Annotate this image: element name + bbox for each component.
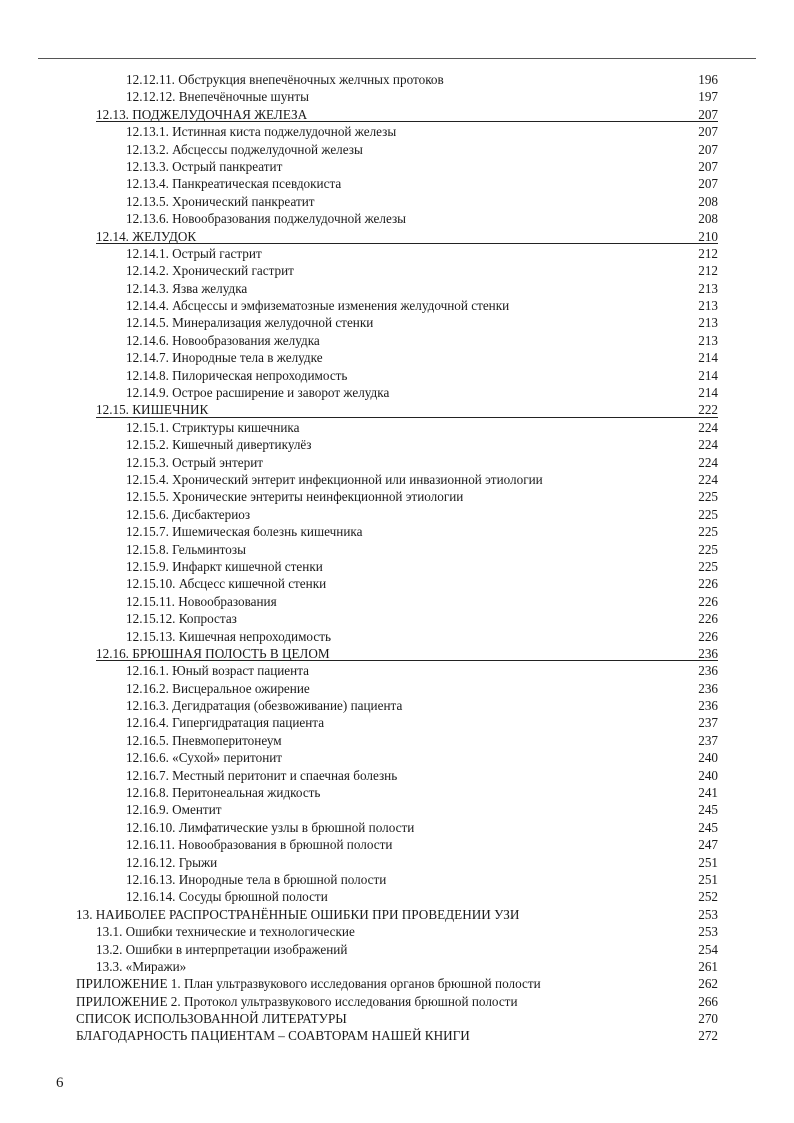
toc-section-heading xyxy=(0,228,794,245)
toc-entry-page: 226 xyxy=(698,593,718,609)
toc-entry xyxy=(0,871,794,888)
toc-entry-title: 12.16.4. Гипергидратация пациента xyxy=(126,715,325,731)
toc-entry-page: 247 xyxy=(698,837,718,853)
toc-entry-title: 12.14.7. Инородные тела в желудке xyxy=(126,350,323,366)
toc-entry-page: 197 xyxy=(698,89,718,105)
toc-entry xyxy=(0,141,794,158)
toc-entry-title: 12.13.1. Истинная киста поджелудочной железы xyxy=(126,124,397,140)
toc-entry xyxy=(0,541,794,558)
toc-entry-title: 12.12.11. Обструкция внепечёночных желчных протоков xyxy=(126,72,444,87)
toc-entry xyxy=(0,1010,794,1027)
toc-entry-title: 12.16.5. Пневмоперитонеум xyxy=(126,732,282,748)
toc-entry-title: 12.16.6. «Сухой» перитонит xyxy=(126,750,283,766)
toc-entry-page: 237 xyxy=(698,732,718,748)
toc-entry xyxy=(0,314,794,331)
toc-entry xyxy=(0,819,794,836)
toc-entry-title: 12.15.3. Острый энтерит xyxy=(126,454,264,470)
toc-entry-title: 13.1. Ошибки технические и технологические xyxy=(96,924,355,940)
toc-entry-page: 253 xyxy=(698,924,718,940)
toc-entry-page: 208 xyxy=(698,211,718,227)
toc-entry xyxy=(0,436,794,453)
toc-entry-page: 226 xyxy=(698,611,718,627)
toc-entry-title: 12.16.14. Сосуды брюшной полости xyxy=(126,889,328,905)
toc-entry-page: 224 xyxy=(698,454,718,470)
toc-entry xyxy=(0,454,794,471)
toc-entry xyxy=(0,297,794,314)
toc-entry xyxy=(0,732,794,749)
toc-entry-title: 12.13. ПОДЖЕЛУДОЧНАЯ ЖЕЛЕЗА xyxy=(96,106,308,122)
toc-entry xyxy=(0,123,794,140)
toc-entry xyxy=(0,419,794,436)
toc-entry-page: 254 xyxy=(698,941,718,957)
toc-entry xyxy=(0,958,794,975)
toc-entry-page: 213 xyxy=(698,298,718,314)
toc-entry-title: 12.13.4. Панкреатическая псевдокиста xyxy=(126,176,342,192)
toc-entry-page: 207 xyxy=(698,158,718,174)
toc-entry-page: 261 xyxy=(698,958,718,974)
toc-entry-page: 222 xyxy=(698,402,718,418)
toc-entry-page: 224 xyxy=(698,419,718,435)
toc-entry xyxy=(0,941,794,958)
toc-entry-page: 225 xyxy=(698,489,718,505)
toc-entry-title: 12.14.1. Острый гастрит xyxy=(126,245,262,261)
toc-entry-page: 251 xyxy=(698,854,718,870)
toc-entry-title: 12.13.3. Острый панкреатит xyxy=(126,158,283,174)
page-number: 6 xyxy=(56,1075,64,1091)
toc-entry xyxy=(0,210,794,227)
toc-entry-title: 12.13.2. Абсцессы поджелудочной железы xyxy=(126,141,363,157)
toc-entry xyxy=(0,767,794,784)
toc-entry-title: 12.14.4. Абсцессы и эмфизематозные изменения желудочной стенки xyxy=(126,298,510,314)
toc-entry-title: 12.15.13. Кишечная непроходимость xyxy=(126,628,331,644)
toc-entry xyxy=(0,506,794,523)
toc-entry-page: 252 xyxy=(698,889,718,905)
toc-entry xyxy=(0,158,794,175)
toc-entry-page: 213 xyxy=(698,315,718,331)
toc-entry-page: 236 xyxy=(698,680,718,696)
toc-entry xyxy=(0,71,794,88)
toc-section-heading xyxy=(0,401,794,418)
toc-entry-title: 12.13.6. Новообразования поджелудочной железы xyxy=(126,211,407,227)
toc-entry-page: 225 xyxy=(698,524,718,540)
toc-entry xyxy=(0,662,794,679)
toc-entry-page: 245 xyxy=(698,802,718,818)
toc-entry-title: 12.15.8. Гельминтозы xyxy=(126,541,246,557)
toc-entry-title: ПРИЛОЖЕНИЕ 1. План ультразвукового исследования органов брюшной полости xyxy=(76,976,541,992)
toc-entry xyxy=(0,384,794,401)
toc-entry-title: ПРИЛОЖЕНИЕ 2. Протокол ультразвукового исследования брюшной полости xyxy=(76,993,518,1009)
toc-entry-page: 270 xyxy=(698,1011,718,1027)
toc-entry xyxy=(0,836,794,853)
toc-section-heading xyxy=(0,106,794,123)
toc-entry-title: 12.14.3. Язва желудка xyxy=(126,280,248,296)
toc-entry-title: 12.14.5. Минерализация желудочной стенки xyxy=(126,315,374,331)
toc-entry xyxy=(0,714,794,731)
toc-entry-page: 207 xyxy=(698,106,718,122)
toc-entry-title: 12.16.10. Лимфатические узлы в брюшной полости xyxy=(126,819,415,835)
toc-entry-title: 12.15.7. Ишемическая болезнь кишечника xyxy=(126,524,363,540)
toc-entry xyxy=(0,88,794,105)
toc-entry-page: 240 xyxy=(698,767,718,783)
toc-entry-title: 12.16.9. Оментит xyxy=(126,802,222,818)
toc-entry-title: 12.15.5. Хронические энтериты неинфекционной этиологии xyxy=(126,489,464,505)
toc-entry xyxy=(0,801,794,818)
toc-entry-page: 241 xyxy=(698,785,718,801)
toc-entry xyxy=(0,993,794,1010)
toc-entry xyxy=(0,1027,794,1044)
toc-entry-title: 12.14.6. Новообразования желудка xyxy=(126,332,320,348)
toc-entry-page: 272 xyxy=(698,1028,718,1044)
toc-entry-page: 224 xyxy=(698,471,718,487)
toc-entry xyxy=(0,558,794,575)
toc-entry-title: 12.15.6. Дисбактериоз xyxy=(126,506,251,522)
toc-entry-page: 262 xyxy=(698,976,718,992)
toc-entry-title: 12.15.10. Абсцесс кишечной стенки xyxy=(126,576,327,592)
toc-section-heading xyxy=(0,645,794,662)
toc-entry-title: 12.16.8. Перитонеальная жидкость xyxy=(126,785,321,801)
toc-entry-page: 251 xyxy=(698,871,718,887)
toc-entry-page: 245 xyxy=(698,819,718,835)
toc-entry xyxy=(0,888,794,905)
toc-entry-page: 236 xyxy=(698,698,718,714)
toc-entry-page: 212 xyxy=(698,263,718,279)
toc-entry-page: 225 xyxy=(698,541,718,557)
toc-entry-page: 236 xyxy=(698,663,718,679)
toc-entry xyxy=(0,975,794,992)
toc-entry xyxy=(0,593,794,610)
toc-entry-page: 237 xyxy=(698,715,718,731)
toc-entry-title: 12.14.2. Хронический гастрит xyxy=(126,263,294,279)
toc-entry-title: 12.15.2. Кишечный дивертикулёз xyxy=(126,437,312,453)
toc-entry-page: 266 xyxy=(698,993,718,1009)
table-of-contents xyxy=(0,71,794,1045)
toc-entry-page: 207 xyxy=(698,141,718,157)
toc-entry-page: 213 xyxy=(698,332,718,348)
toc-entry-title: 12.15.4. Хронический энтерит инфекционной или инвазионной этиологии xyxy=(126,471,543,487)
toc-entry xyxy=(0,906,794,923)
toc-entry-title: СПИСОК ИСПОЛЬЗОВАННОЙ ЛИТЕРАТУРЫ xyxy=(76,1011,347,1027)
toc-entry xyxy=(0,175,794,192)
toc-entry-title: 12.15.11. Новообразования xyxy=(126,593,277,609)
toc-entry-title: 12.13.5. Хронический панкреатит xyxy=(126,193,315,209)
toc-entry-page: 214 xyxy=(698,385,718,401)
toc-entry-title: 13.3. «Миражи» xyxy=(96,958,187,974)
toc-entry xyxy=(0,367,794,384)
toc-entry xyxy=(0,697,794,714)
toc-entry xyxy=(0,923,794,940)
toc-entry-title: 12.15.1. Стриктуры кишечника xyxy=(126,419,300,435)
toc-entry-title: 12.16. БРЮШНАЯ ПОЛОСТЬ В ЦЕЛОМ xyxy=(96,645,330,661)
toc-entry xyxy=(0,749,794,766)
toc-entry xyxy=(0,471,794,488)
toc-entry-title: 12.14. ЖЕЛУДОК xyxy=(96,228,197,244)
toc-entry-page: 236 xyxy=(698,645,718,661)
toc-entry-page: 207 xyxy=(698,176,718,192)
toc-entry-page: 196 xyxy=(698,72,718,87)
toc-entry xyxy=(0,262,794,279)
toc-entry-title: 12.16.7. Местный перитонит и спаечная болезнь xyxy=(126,767,398,783)
toc-entry-page: 214 xyxy=(698,350,718,366)
toc-entry xyxy=(0,488,794,505)
toc-entry-title: 13. НАИБОЛЕЕ РАСПРОСТРАНЁННЫЕ ОШИБКИ ПРИ ПРОВЕДЕНИИ УЗИ xyxy=(76,906,520,922)
toc-entry-title: 13.2. Ошибки в интерпретации изображений xyxy=(96,941,348,957)
toc-entry-page: 213 xyxy=(698,280,718,296)
toc-entry-page: 210 xyxy=(698,228,718,244)
toc-entry xyxy=(0,523,794,540)
toc-entry-title: 12.16.2. Висцеральное ожирение xyxy=(126,680,310,696)
toc-entry-page: 253 xyxy=(698,906,718,922)
header-rule xyxy=(38,58,756,59)
toc-entry xyxy=(0,280,794,297)
toc-entry-title: 12.16.13. Инородные тела в брюшной полости xyxy=(126,871,387,887)
toc-entry-page: 207 xyxy=(698,124,718,140)
toc-entry-title: 12.16.12. Грыжи xyxy=(126,854,218,870)
toc-entry-page: 224 xyxy=(698,437,718,453)
toc-entry-title: 12.16.1. Юный возраст пациента xyxy=(126,663,309,679)
toc-entry-title: 12.15. КИШЕЧНИК xyxy=(96,402,209,418)
toc-entry-title: БЛАГОДАРНОСТЬ ПАЦИЕНТАМ – СОАВТОРАМ НАШЕЙ КНИГИ xyxy=(76,1028,470,1044)
toc-entry xyxy=(0,575,794,592)
toc-entry xyxy=(0,628,794,645)
toc-entry-page: 240 xyxy=(698,750,718,766)
toc-entry-title: 12.15.12. Копростаз xyxy=(126,611,237,627)
toc-entry xyxy=(0,193,794,210)
toc-entry xyxy=(0,680,794,697)
toc-entry-page: 225 xyxy=(698,558,718,574)
toc-entry xyxy=(0,349,794,366)
toc-entry-page: 212 xyxy=(698,245,718,261)
toc-entry-title: 12.14.9. Острое расширение и заворот желудка xyxy=(126,385,390,401)
toc-entry xyxy=(0,610,794,627)
toc-entry xyxy=(0,854,794,871)
toc-entry xyxy=(0,332,794,349)
toc-entry-page: 226 xyxy=(698,576,718,592)
toc-entry-page: 208 xyxy=(698,193,718,209)
toc-entry-title: 12.15.9. Инфаркт кишечной стенки xyxy=(126,558,323,574)
toc-entry-title: 12.12.12. Внепечёночные шунты xyxy=(126,89,309,105)
toc-entry xyxy=(0,245,794,262)
toc-entry-title: 12.16.11. Новообразования в брюшной полости xyxy=(126,837,393,853)
toc-entry-title: 12.14.8. Пилорическая непроходимость xyxy=(126,367,348,383)
toc-entry-page: 225 xyxy=(698,506,718,522)
toc-entry-page: 214 xyxy=(698,367,718,383)
toc-entry-title: 12.16.3. Дегидратация (обезвоживание) пациента xyxy=(126,698,403,714)
toc-entry-page: 226 xyxy=(698,628,718,644)
toc-entry xyxy=(0,784,794,801)
